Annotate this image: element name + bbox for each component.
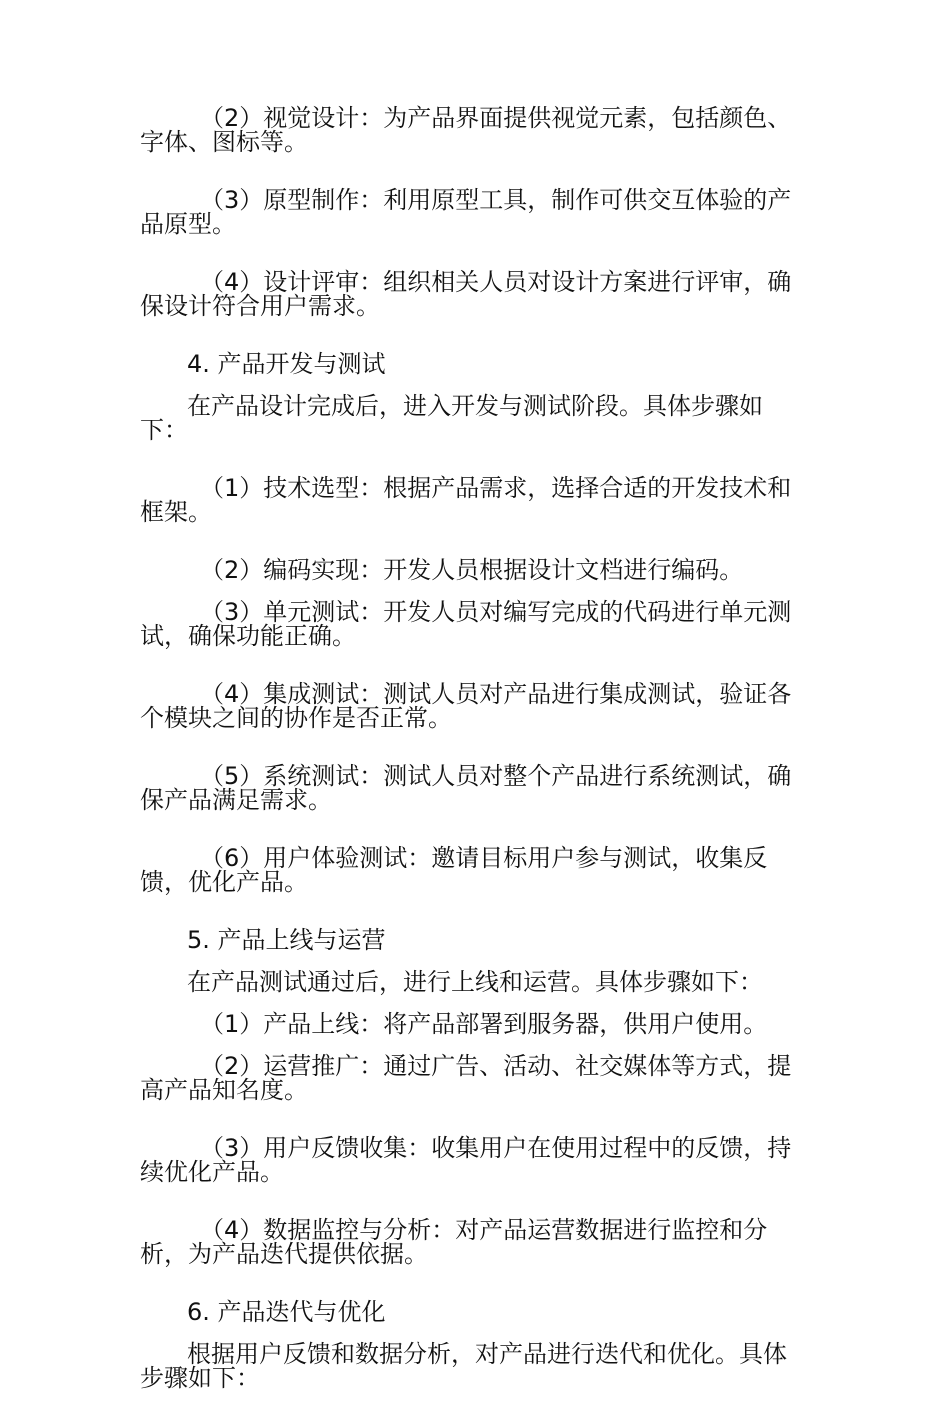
section-heading-launch: 5. 产品上线与运营: [187, 926, 386, 954]
section-intro-dev-test: 在产品设计完成后，进入开发与测试阶段。具体步骤如下：: [140, 392, 763, 444]
list-item-visual-design: （2）视觉设计：为产品界面提供视觉元素，包括颜色、字体、图标等。: [140, 104, 792, 156]
list-item-coding: （2）编码实现：开发人员根据设计文档进行编码。: [200, 556, 744, 584]
section-heading-dev-test: 4. 产品开发与测试: [187, 350, 386, 378]
list-item-feedback: （3）用户反馈收集：收集用户在使用过程中的反馈，持续优化产品。: [140, 1134, 792, 1186]
list-item-data-monitoring: （4）数据监控与分析：对产品运营数据进行监控和分析，为产品迭代提供依据。: [140, 1216, 768, 1268]
list-item-unit-test: （3）单元测试：开发人员对编写完成的代码进行单元测试，确保功能正确。: [140, 598, 792, 650]
list-item-system-test: （5）系统测试：测试人员对整个产品进行系统测试，确保产品满足需求。: [140, 762, 792, 814]
section-intro-iteration: 根据用户反馈和数据分析，对产品进行迭代和优化。具体步骤如下：: [140, 1340, 787, 1392]
list-item-integration-test: （4）集成测试：测试人员对产品进行集成测试，验证各个模块之间的协作是否正常。: [140, 680, 792, 732]
list-item-promotion: （2）运营推广：通过广告、活动、社交媒体等方式，提高产品知名度。: [140, 1052, 792, 1104]
list-item-ux-test: （6）用户体验测试：邀请目标用户参与测试，收集反馈，优化产品。: [140, 844, 768, 896]
section-intro-launch: 在产品测试通过后，进行上线和运营。具体步骤如下：: [187, 968, 763, 996]
list-item-design-review: （4）设计评审：组织相关人员对设计方案进行评审，确保设计符合用户需求。: [140, 268, 792, 320]
list-item-product-launch: （1）产品上线：将产品部署到服务器，供用户使用。: [200, 1010, 768, 1038]
list-item-tech-selection: （1）技术选型：根据产品需求，选择合适的开发技术和框架。: [140, 474, 792, 526]
list-item-prototype: （3）原型制作：利用原型工具，制作可供交互体验的产品原型。: [140, 186, 792, 238]
document-body: [140, 106, 810, 1424]
section-heading-iteration: 6. 产品迭代与优化: [187, 1298, 386, 1326]
